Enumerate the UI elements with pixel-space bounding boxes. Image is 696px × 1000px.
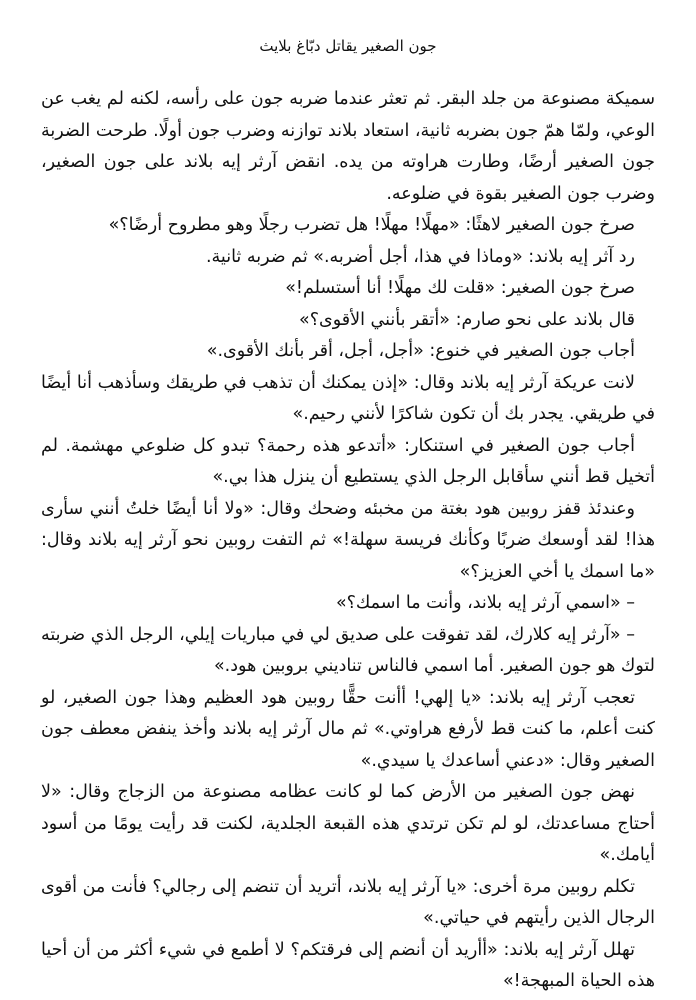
paragraph: صرخ جون الصغير لاهثًا: «مهلًا! مهلًا! هل تضرب رجلًا وهو مطروح أرضًا؟» [108, 215, 635, 235]
paragraph: أجاب جون الصغير في خنوع: «أجل، أجل، أقر بأنك الأقوى.» [206, 341, 635, 361]
paragraph: أجاب جون الصغير في استنكار: «أتدعو هذه رحمة؟ تبدو كل ضلوعي مهشمة. لم أتخيل قط أنني سأقابل الرجل الذي يستطيع أن ينزل هذا بي.» [41, 435, 655, 487]
paragraph: لانت عريكة آرثر إيه بلاند وقال: «إذن يمكنك أن تذهب في طريقك وسأذهب أنا أيضًا في طريقي. يجدر بك أن تكون شاكرًا لأنني رحيم.» [41, 372, 655, 424]
dialogue-line: – «آرثر إيه كلارك، لقد تفوقت على صديق لي في مباريات إيلي، الرجل الذي ضربته لتوك هو جون الصغير. أما اسمي فالناس تناديني بروبين هود.» [41, 624, 655, 676]
paragraph: قال بلاند على نحو صارم: «أتقر بأنني الأقوى؟» [299, 309, 635, 330]
paragraph: سميكة مصنوعة من جلد البقر. ثم تعثر عندما ضربه جون على رأسه، لكنه لم يغب عن الوعي، ولمّا همّ جون بضربه ثانية، استعاد بلاند توازنه وضرب جون أولًا. طرحت الضربة جون الصغير أرضًا، وطارت هراوته من يده. انقض آرثر إيه بلاند على جون الصغير، وضرب جون الصغير بقوة في ضلوعه. [41, 89, 655, 204]
paragraph: تهلل آرثر إيه بلاند: «أأريد أن أنضم إلى فرقتكم؟ لا أطمع في شيء أكثر من أن أحيا هذه الحياة المبهجة!» [41, 939, 655, 991]
paragraph: رد آثر إيه بلاند: «وماذا في هذا، أجل أضربه.» ثم ضربه ثانية. [205, 246, 635, 267]
page-header-title: جون الصغير يقاتل دبّاغ بلايث [259, 37, 437, 55]
paragraph: صرخ جون الصغير: «قلت لك مهلًا! أنا أستسلم!» [285, 278, 635, 298]
dialogue-line: – «اسمي آرثر إيه بلاند، وأنت ما اسمك؟» [335, 593, 635, 613]
paragraph: وعندئذ قفز روبين هود بغتة من مخبئه وضحك وقال: «ولا أنا أيضًا خلتُ أنني سأرى هذا! لقد أوسعك ضربًا وكأنك فريسة سهلة!» ثم التفت روبين نحو آرثر إيه بلاند وقال: «ما اسمك يا أخي العزيز؟» [41, 498, 655, 582]
page-body [41, 84, 655, 998]
paragraph: نهض جون الصغير من الأرض كما لو كانت عظامه مصنوعة من الزجاج وقال: «لا أحتاج مساعدتك، لو لم تكن ترتدي هذه القبعة الجلدية، لكنت قد رأيت يومًا من أسود أيامك.» [41, 782, 655, 865]
paragraph: تعجب آرثر إيه بلاند: «يا إلهي! أأنت حقًّا روبين هود العظيم وهذا جون الصغير، لو كنت أعلم، ما كنت قط لأرفع هراوتي.» ثم مال آرثر إيه بلاند وأخذ ينفض معطف جون الصغير وقال: «دعني أساعدك يا سيدي.» [41, 687, 655, 771]
paragraph: تكلم روبين مرة أخرى: «يا آرثر إيه بلاند، أتريد أن تنضم إلى رجالي؟ فأنت من أقوى الرجال الذين رأيتهم في حياتي.» [41, 876, 655, 928]
